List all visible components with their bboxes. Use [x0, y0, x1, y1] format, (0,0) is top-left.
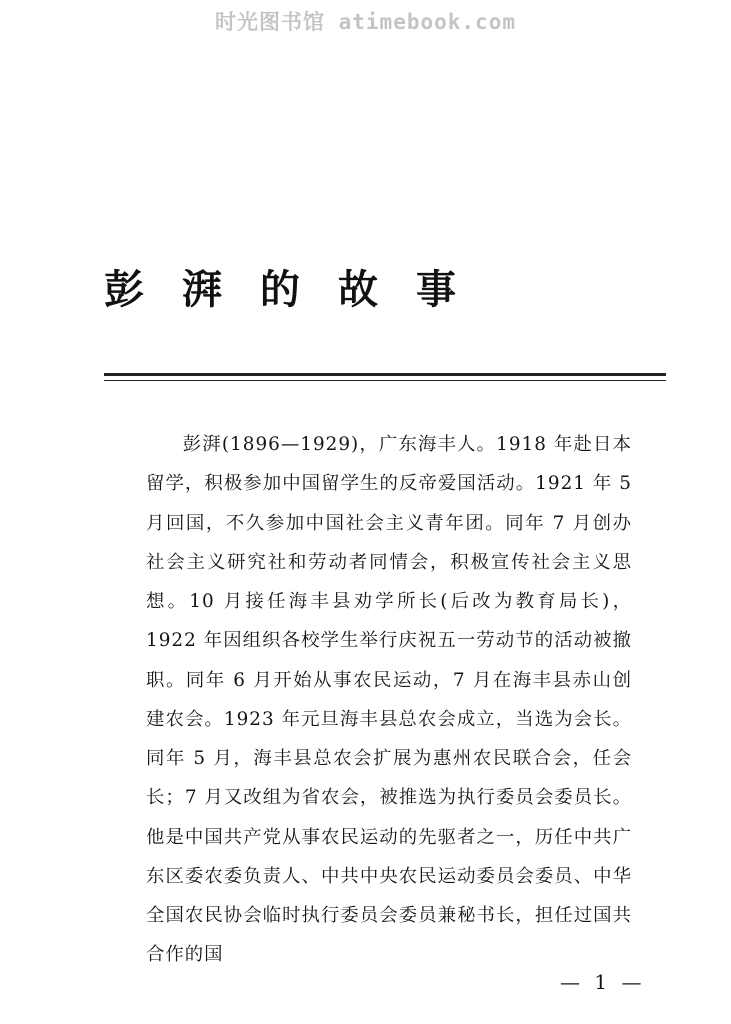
title-rule-thin — [104, 380, 666, 381]
body-paragraph: 彭湃(1896—1929)，广东海丰人。1918 年赴日本留学，积极参加中国留学生的反帝爱国活动。1921 年 5 月回国，不久参加中国社会主义青年团。同年 7 月创办社会主义研究社和劳动者同情会，积极宣传社会主义思想。10 月接任海丰县劝学所长(后改为教育局长)，1922 年因组织各校学生举行庆祝五一劳动节的活动被撤职。同年 6 月开始从事农民运动，7 月在海丰县赤山创建农会。1923 年元旦海丰县总农会成立，当选为会长。同年 5 月，海丰县总农会扩展为惠州农民联合会，任会长；7 月又改组为省农会，被推选为执行委员会委员长。他是中国共产党从事农民运动的先驱者之一，历任中共广东区委农委负责人、中共中央农民运动委员会委员、中华全国农民协会临时执行委员会委员兼秘书长，担任过国共合作的国 — [146, 434, 632, 966]
chapter-title: 彭湃的故事 — [104, 266, 494, 313]
page-number: — 1 — — [560, 970, 646, 994]
watermark: 时光图书馆 atimebook.com — [214, 10, 516, 34]
title-rule-thick — [104, 373, 666, 376]
